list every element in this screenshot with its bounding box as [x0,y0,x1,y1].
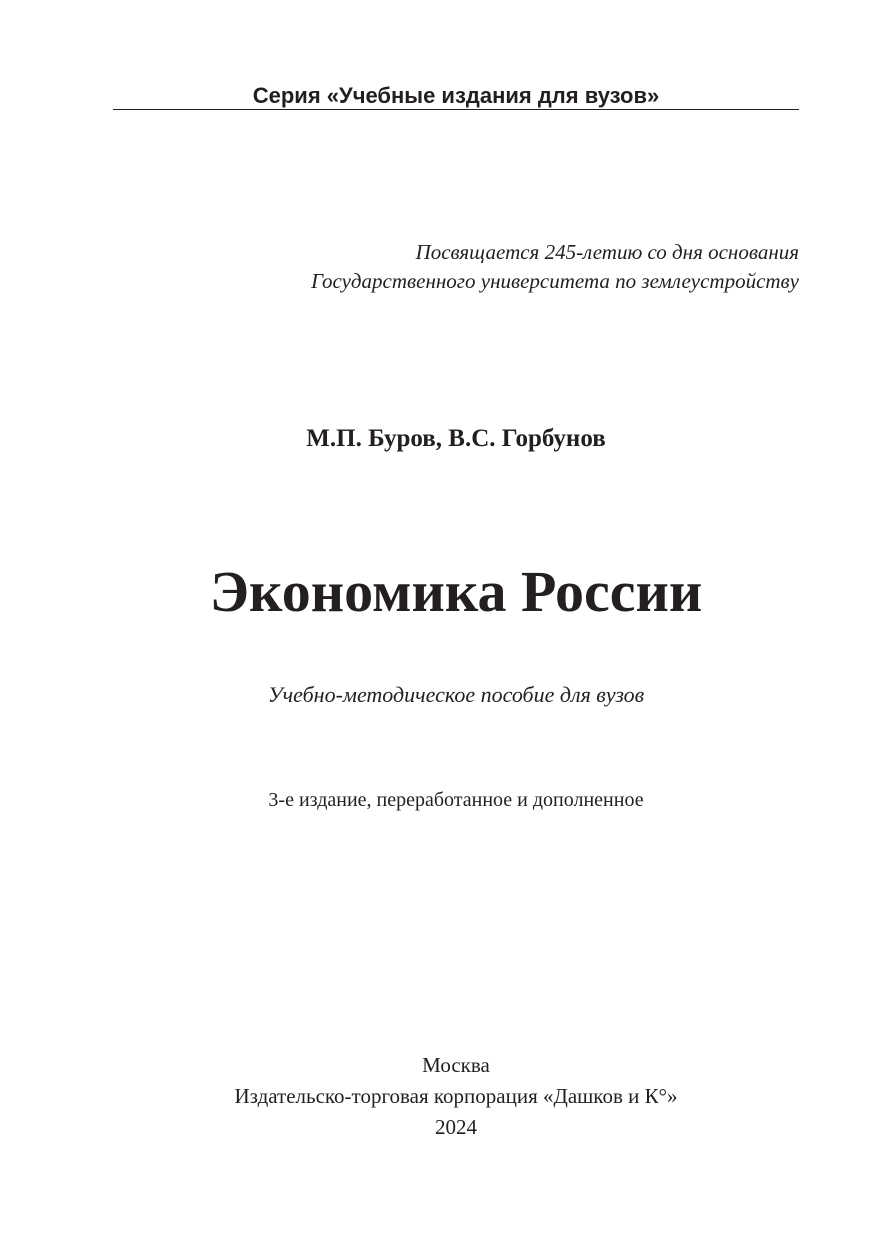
dedication-line-1: Посвящается 245-летию со дня основания [415,240,799,264]
imprint-city: Москва [422,1053,490,1077]
header-rule [113,109,799,110]
imprint-year: 2024 [435,1115,477,1139]
book-title: Экономика России [209,559,703,624]
dedication [113,238,799,296]
imprint [0,1050,876,1143]
edition-note: 3-е издание, переработанное и дополненное [268,789,644,811]
dedication-line-2: Государственного университета по землеустройству [311,269,799,293]
book-subtitle: Учебно-методическое пособие для вузов [267,682,645,707]
series-header: Серия «Учебные издания для вузов» [252,83,660,108]
authors: М.П. Буров, В.С. Горбунов [306,425,606,452]
imprint-publisher: Издательско-торговая корпорация «Дашков и К°» [234,1084,678,1108]
